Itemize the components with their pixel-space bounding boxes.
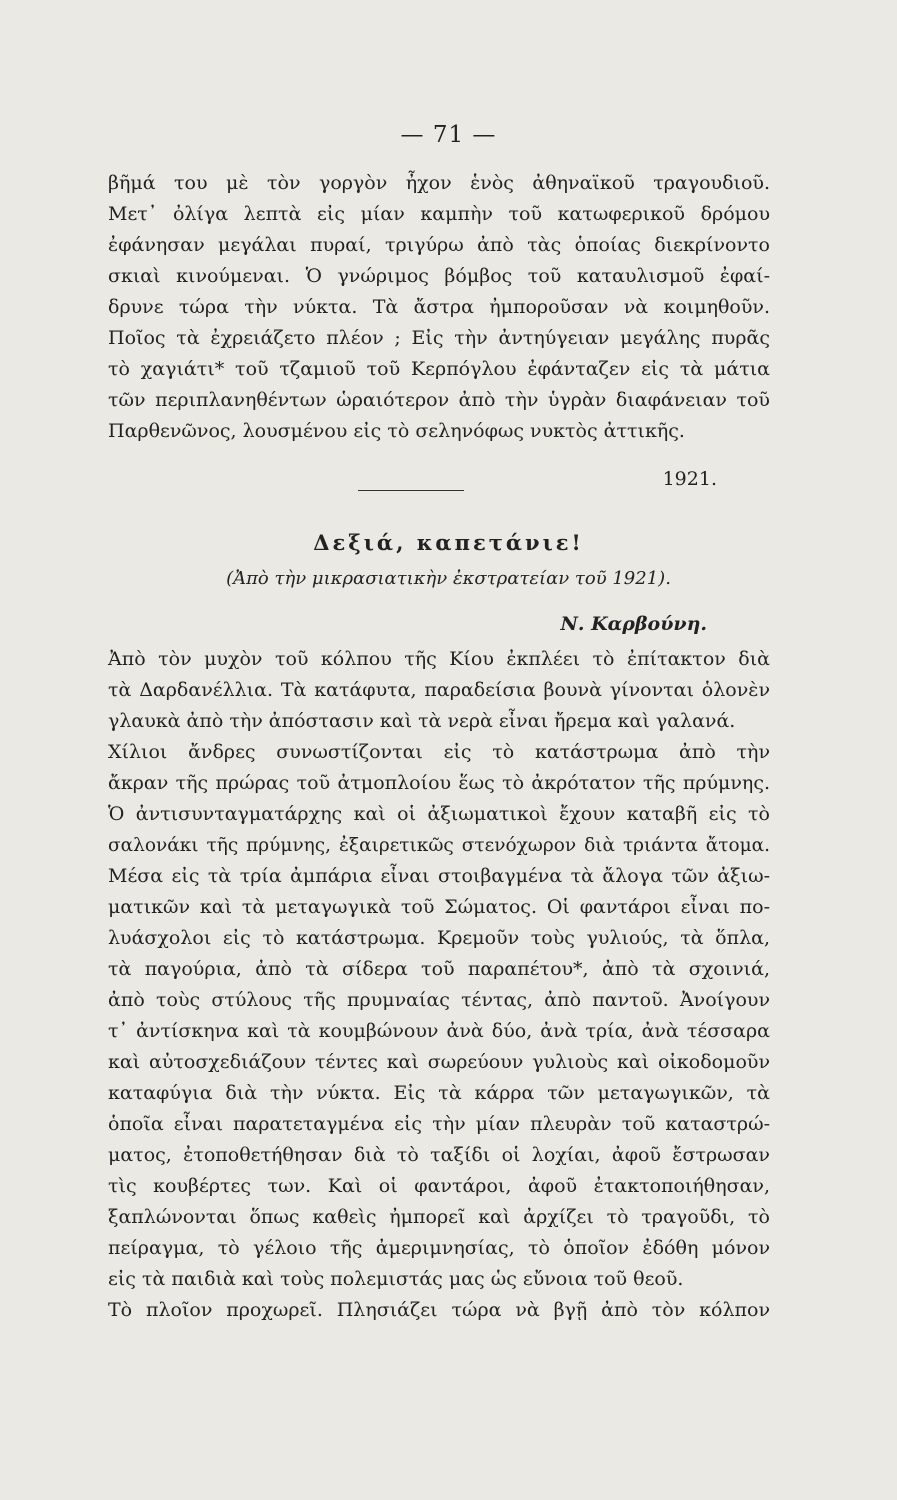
date: 1921. [662, 468, 717, 490]
text-line: Τὸ πλοῖον προχωρεῖ. Πλησιάζει τώρα νὰ βγῇ ἀπὸ τὸν κόλπον [108, 1299, 770, 1321]
text-line: δρυνε τώρα τὴν νύκτα. Τὰ ἄστρα ἠμποροῦσαν νὰ κοιμηθοῦν. [108, 296, 770, 318]
text-line: Μετ᾿ ὀλίγα λεπτὰ εἰς μίαν καμπὴν τοῦ κατωφερικοῦ δρόμου [108, 203, 770, 225]
text-line: Ὁ ἀντισυνταγματάρχης καὶ οἱ ἀξιωματικοὶ ἔχουν καταβῆ εἰς τὸ [108, 803, 770, 825]
text-line: σκιαὶ κινούμεναι. Ὁ γνώριμος βόμβος τοῦ καταυλισμοῦ ἐφαί- [108, 265, 770, 287]
page-number: — 71 — [400, 122, 497, 148]
text-line: ματικῶν καὶ τὰ μεταγωγικὰ τοῦ Σώματος. Οἱ φαντάροι εἶναι πο- [108, 896, 770, 918]
text-line: γλαυκὰ ἀπὸ τὴν ἀπόστασιν καὶ τὰ νερὰ εἶναι ἤρεμα καὶ γαλανά. [108, 710, 736, 732]
chapter-subtitle: (Ἀπὸ τὴν μικρασιατικὴν ἐκστρατείαν τοῦ 1921). [226, 568, 671, 589]
text-line: τ᾿ ἀντίσκηνα καὶ τὰ κουμβώνουν ἀνὰ δύο, ἀνὰ τρία, ἀνὰ τέσσαρα [108, 1020, 770, 1042]
text-line: καταφύγια διὰ τὴν νύκτα. Εἰς τὰ κάρρα τῶν μεταγωγικῶν, τὰ [108, 1082, 770, 1104]
author: Ν. Καρβούνη. [560, 613, 707, 635]
text-line: ξαπλώνονται ὅπως καθεὶς ἠμπορεῖ καὶ ἀρχίζει τὸ τραγοῦδι, τὸ [108, 1206, 770, 1228]
text-line: τὸ χαγιάτι* τοῦ τζαμιοῦ τοῦ Κερπόγλου ἐφάνταζεν εἰς τὰ μάτια [108, 358, 770, 380]
text-line: ἐφάνησαν μεγάλαι πυραί, τριγύρω ἀπὸ τὰς ὁποίας διεκρίνοντο [108, 234, 770, 256]
text-line: τὶς κουβέρτες των. Καὶ οἱ φαντάροι, ἀφοῦ ἐτακτοποιήθησαν, [108, 1175, 770, 1197]
text-line: εἰς τὰ παιδιὰ καὶ τοὺς πολεμιστάς μας ὡς εὔνοια τοῦ θεοῦ. [108, 1268, 684, 1290]
text-line: σαλονάκι τῆς πρύμνης, ἐξαιρετικῶς στενόχωρον διὰ τριάντα ἄτομα. [108, 835, 770, 856]
intro-paragraph [108, 168, 770, 447]
chapter-title: Δεξιά, καπετάνιε! [313, 530, 584, 555]
text-line: τὰ παγούρια, ἀπὸ τὰ σίδερα τοῦ παραπέτου*, ἀπὸ τὰ σχοινιά, [108, 958, 770, 980]
text-line: ἀπὸ τοὺς στύλους τῆς πρυμναίας τέντας, ἀπὸ παντοῦ. Ἀνοίγουν [108, 989, 770, 1011]
text-line: ἄκραν τῆς πρώρας τοῦ ἀτμοπλοίου ἕως τὸ ἀκρότατον τῆς πρύμνης. [108, 772, 770, 794]
text-line: Ποῖος τὰ ἐχρειάζετο πλέον ; Εἰς τὴν ἀντηύγειαν μεγάλης πυρᾶς [108, 327, 770, 349]
text-line: Παρθενῶνος, λουσμένου εἰς τὸ σεληνόφως νυκτὸς ἀττικῆς. [108, 420, 685, 442]
text-line: πείραγμα, τὸ γέλοιο τῆς ἀμεριμνησίας, τὸ ὁποῖον ἐδόθη μόνον [108, 1237, 770, 1259]
text-line: Χίλιοι ἄνδρες συνωστίζονται εἰς τὸ κατάστρωμα ἀπὸ τὴν [108, 741, 770, 763]
text-line: ὁποῖα εἶναι παρατεταγμένα εἰς τὴν μίαν πλευρὰν τοῦ καταστρώ- [108, 1113, 770, 1135]
body-paragraphs [108, 644, 770, 1326]
separator-rule [358, 490, 464, 491]
text-line: Μέσα εἰς τὰ τρία ἀμπάρια εἶναι στοιβαγμένα τὰ ἄλογα τῶν ἀξιω- [108, 865, 770, 887]
text-line: Ἀπὸ τὸν μυχὸν τοῦ κόλπου τῆς Κίου ἐκπλέει τὸ ἐπίτακτον διὰ [108, 648, 770, 670]
text-line: τῶν περιπλανηθέντων ὡραιότερον ἀπὸ τὴν ὑγρὰν διαφάνειαν τοῦ [108, 389, 770, 411]
text-line: ματος, ἐτοποθετήθησαν διὰ τὸ ταξίδι οἱ λοχίαι, ἀφοῦ ἔστρωσαν [108, 1144, 770, 1166]
text-line: τὰ Δαρδανέλλια. Τὰ κατάφυτα, παραδείσια βουνὰ γίνονται ὁλονὲν [108, 679, 770, 701]
text-line: βῆμά του μὲ τὸν γοργὸν ἦχον ἑνὸς ἀθηναϊκοῦ τραγουδιοῦ. [108, 172, 770, 194]
text-line: λυάσχολοι εἰς τὸ κατάστρωμα. Κρεμοῦν τοὺς γυλιούς, τὰ ὅπλα, [108, 927, 770, 949]
text-line: καὶ αὐτοσχεδιάζουν τέντες καὶ σωρεύουν γυλιοὺς καὶ οἰκοδομοῦν [108, 1051, 770, 1073]
